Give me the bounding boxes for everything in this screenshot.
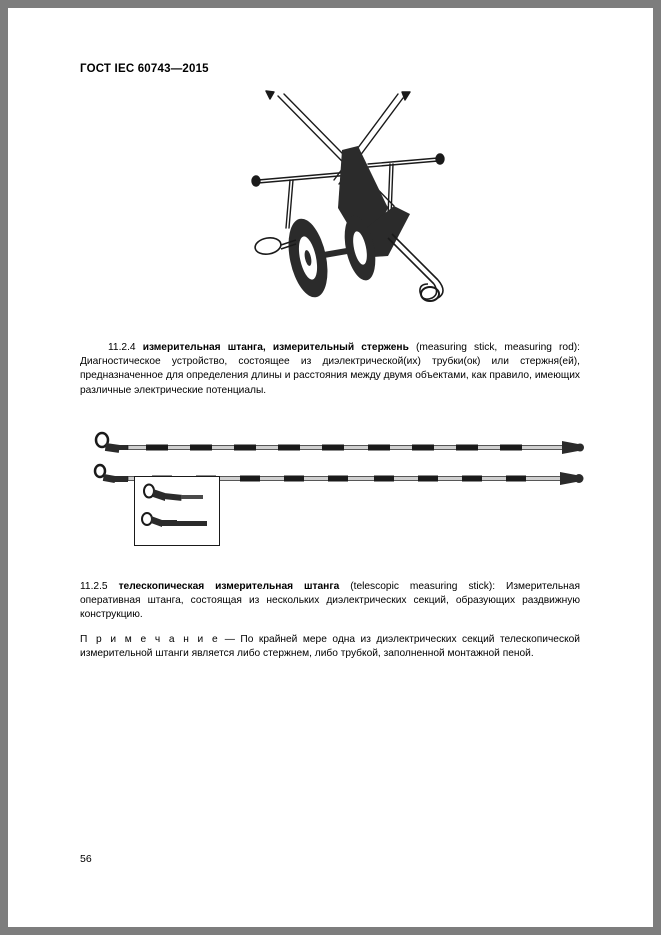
clause-term: измерительная штанга, измерительный стержень: [142, 342, 409, 353]
note-block: [80, 633, 580, 661]
clause-number: 11.2.4: [108, 342, 136, 353]
note-dash: —: [219, 634, 241, 645]
page-number: 56: [80, 853, 92, 865]
clause-english: (telescopic measuring stick): [350, 581, 493, 592]
clause-english: (measuring stick, measuring rod): [415, 342, 578, 353]
clause-11-2-4: [80, 341, 580, 398]
note-text: По крайней мере одна из диэлектрических секций телескопической измерительной штанги является либо стержнем, либо трубкой, заполненной монтажной пеной.: [80, 634, 580, 660]
figure-rod-end-detail-inset: [134, 476, 220, 546]
page-header: ГОСТ IEC 60743—2015: [80, 63, 209, 75]
note-label: П р и м е ч а н и е: [80, 634, 220, 645]
document-page: [8, 8, 653, 927]
clause-term: телескопическая измерительная штанга: [118, 581, 340, 592]
clause-number: 11.2.5: [80, 581, 108, 592]
clause-definition: : Диагностическое устройство, состоящее из диэлектрической(их) трубки(ок) или стержня(ей), предназначенное для определения длины и расстояния между двумя объектами, как правило, имеющих различные электрические потенциалы.: [80, 342, 580, 396]
clause-11-2-5: [80, 580, 580, 623]
figure-rolling-measuring-device: [238, 88, 478, 318]
clause-definition: : Измерительная оперативная штанга, состоящая из нескольких диэлектрических секций, образующих раздвижную конструкцию.: [80, 581, 580, 621]
